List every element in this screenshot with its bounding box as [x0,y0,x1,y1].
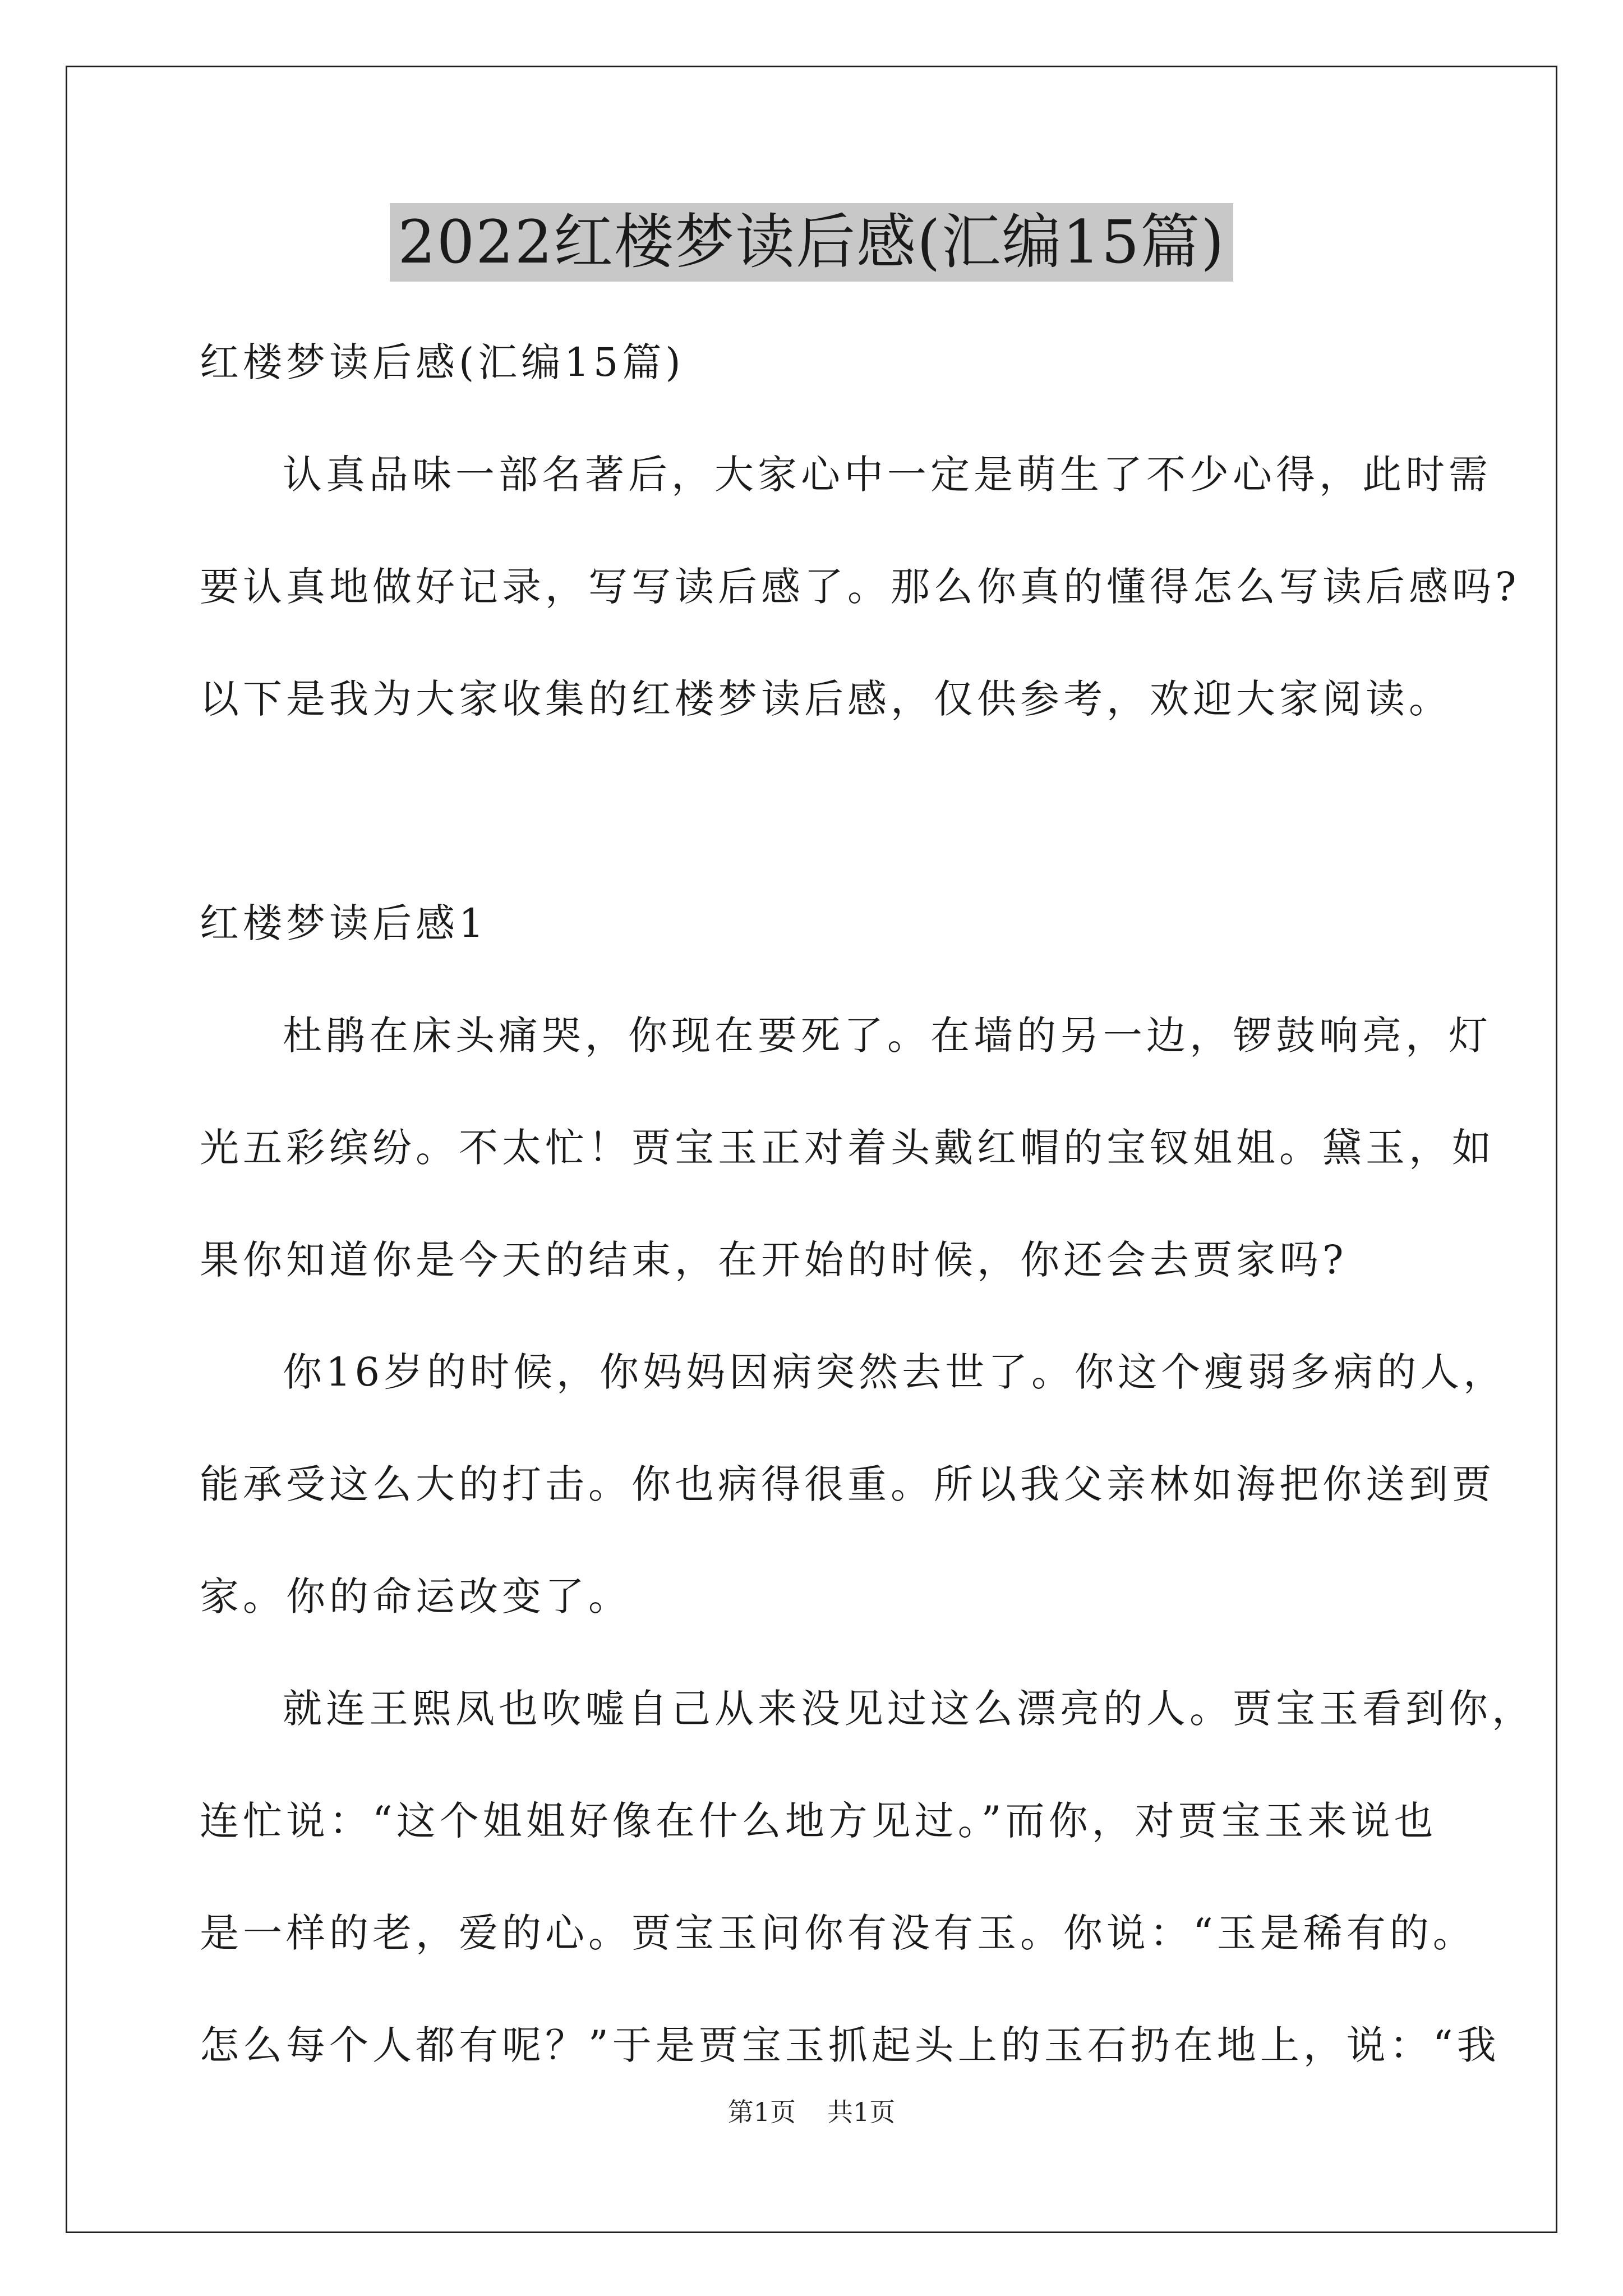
intro-line: 要认真地做好记录，写写读后感了。那么你真的懂得怎么写读后感吗? [200,564,1520,610]
paragraph-line: 怎么每个人都有呢？”于是贾宝玉抓起头上的玉石扔在地上，说：“我 [200,2022,1500,2068]
paragraph-line: 家。你的命运改变了。 [200,1573,631,1619]
paragraph-line: 能承受这么大的打击。你也病得很重。所以我父亲林如海把你送到贾 [200,1461,1495,1507]
page-number: 第1页 [727,2097,796,2127]
document-title: 2022红楼梦读后感(汇编15篇) [390,203,1233,282]
document-subtitle: 红楼梦读后感(汇编15篇) [200,339,685,385]
paragraph-line: 连忙说：“这个姐姐好像在什么地方见过。”而你，对贾宝玉来说也 [200,1798,1437,1844]
paragraph-line: 就连王熙凤也吹嘘自己从来没见过这么漂亮的人。贾宝玉看到你， [283,1686,1535,1732]
title-wrap [0,203,1623,282]
section-heading: 红楼梦读后感1 [200,900,488,946]
paragraph-line: 果你知道你是今天的结束，在开始的时候，你还会去贾家吗? [200,1237,1348,1283]
paragraph-line: 你16岁的时候，你妈妈因病突然去世了。你这个瘦弱多病的人， [283,1349,1507,1395]
spacer [200,755,1433,867]
page-total: 共1页 [827,2097,896,2127]
paragraph-line: 光五彩缤纷。不太忙！贾宝玉正对着头戴红帽的宝钗姐姐。黛玉，如 [200,1125,1495,1171]
paragraph-line: 是一样的老，爱的心。贾宝玉问你有没有玉。你说：“玉是稀有的。 [200,1910,1476,1956]
page-footer [0,2095,1623,2129]
document-body [200,306,1535,2101]
intro-line: 以下是我为大家收集的红楼梦读后感，仅供参考，欢迎大家阅读。 [200,676,1452,722]
intro-line: 认真品味一部名著后，大家心中一定是萌生了不少心得，此时需 [283,452,1492,498]
paragraph-line: 杜鹃在床头痛哭，你现在要死了。在墙的另一边，锣鼓响亮，灯 [283,1013,1492,1059]
